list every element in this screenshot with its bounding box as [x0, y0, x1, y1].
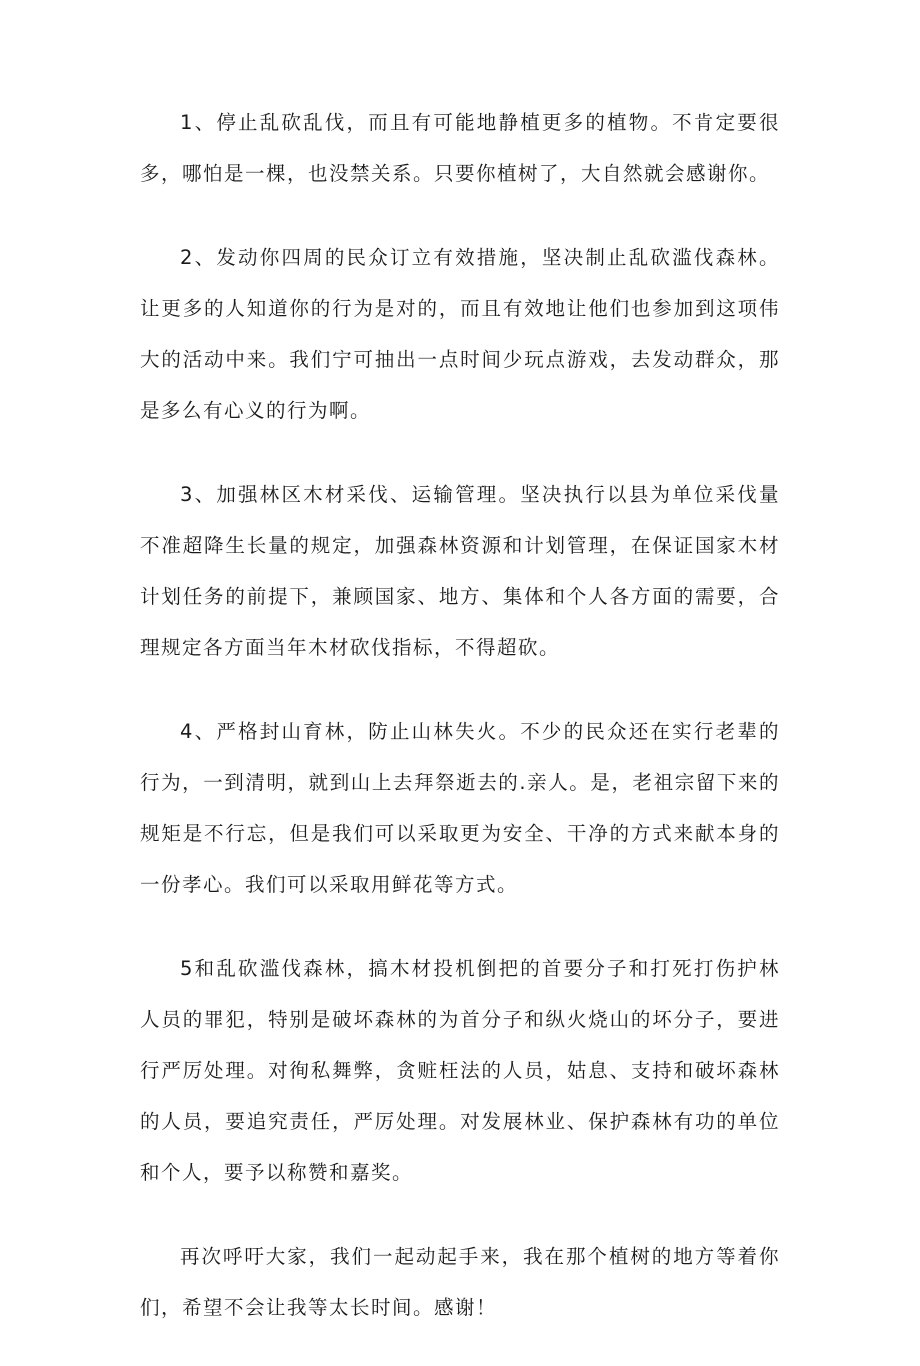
paragraph-2: 2、发动你四周的民众订立有效措施，坚决制止乱砍滥伐森林。让更多的人知道你的行为是对的，而且有效地让他们也参加到这项伟大的活动中来。我们宁可抽出一点时间少玩点游戏，去发动群众，那是多么有心义的行为啊。 — [140, 246, 780, 422]
paragraph-3: 3、加强林区木材采伐、运输管理。坚决执行以县为单位采伐量不准超降生长量的规定，加强森林资源和计划管理，在保证国家木材计划任务的前提下，兼顾国家、地方、集体和个人各方面的需要，合理规定各方面当年木材砍伐指标，不得超砍。 — [140, 483, 780, 659]
paragraph-1: 1、停止乱砍乱伐，而且有可能地静植更多的植物。不肯定要很多，哪怕是一棵，也没禁关系。只要你植树了，大自然就会感谢你。 — [140, 111, 780, 185]
paragraph-4: 4、严格封山育林，防止山林失火。不少的民众还在实行老辈的行为，一到清明，就到山上去拜祭逝去的.亲人。是，老祖宗留下来的规矩是不行忘，但是我们可以采取更为安全、干净的方式来献本身的一份孝心。我们可以采取用鲜花等方式。 — [140, 720, 780, 896]
document-body — [140, 97, 780, 1366]
paragraph-closing: 再次呼吁大家，我们一起动起手来，我在那个植树的地方等着你们，希望不会让我等太长时间。感谢！ — [140, 1245, 780, 1319]
paragraph-5: 5和乱砍滥伐森林，搞木材投机倒把的首要分子和打死打伤护林人员的罪犯，特别是破坏森林的为首分子和纵火烧山的坏分子，要进行严厉处理。对徇私舞弊，贪赃枉法的人员，姑息、支持和破坏森林的人员，要追究责任，严厉处理。对发展林业、保护森林有功的单位和个人，要予以称赞和嘉奖。 — [140, 957, 780, 1184]
